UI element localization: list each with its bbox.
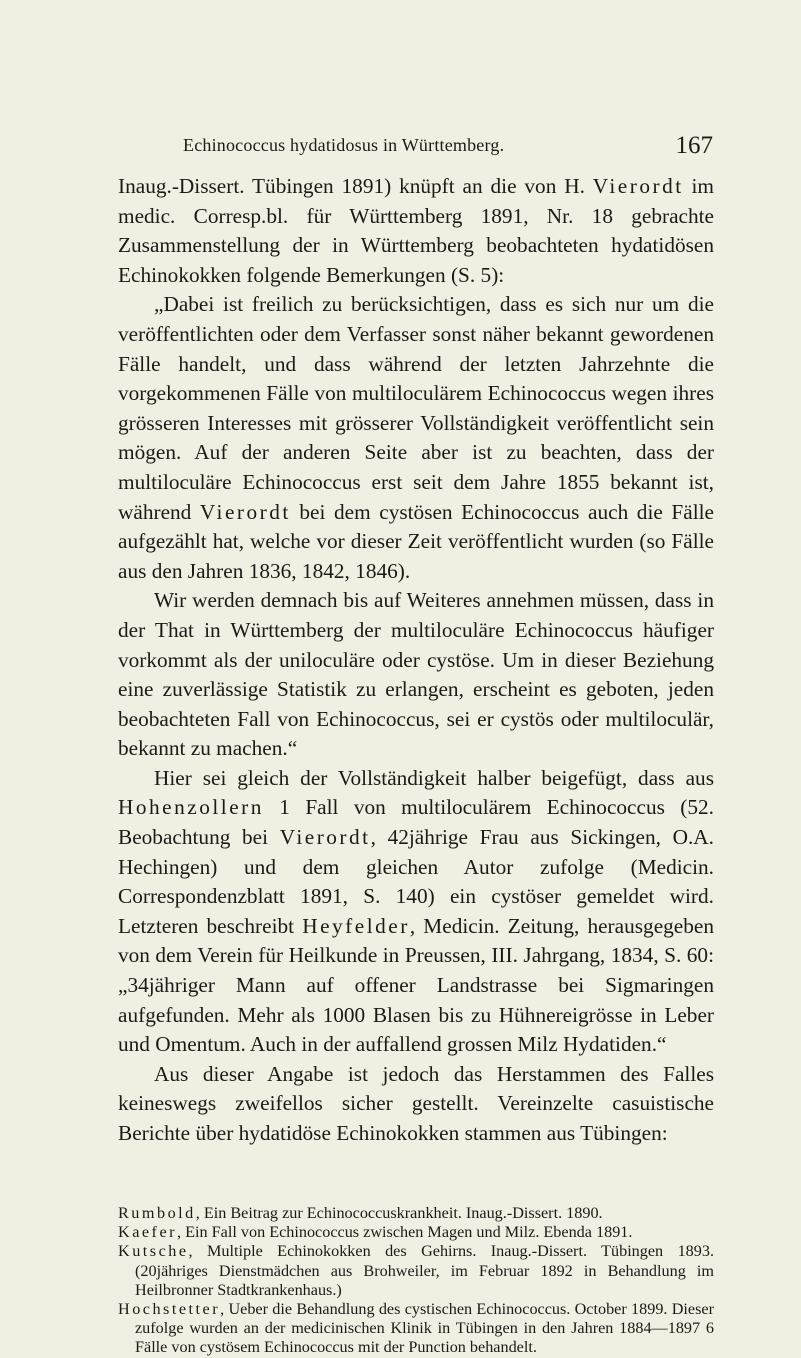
reference-author: Kutsche: [118, 1242, 189, 1261]
paragraph-3: Wir werden demnach bis auf Weiteres annehmen müssen, dass in der That in Württemberg der multiloculäre Echinococcus häufiger vorkommt als der uniloculäre oder cystöse. Um in dieser Beziehung eine zuverlässige Statistik zu erlangen, erscheint es geboten, jeden beobachteten Fall von Echinococcus, sei er cystös oder multiloculär, bekannt zu machen.“: [118, 588, 714, 761]
author-name: Vierordt: [199, 499, 291, 524]
reference-item: Kaefer, Ein Fall von Echinococcus zwischen Magen und Milz. Ebenda 1891.: [118, 1223, 633, 1242]
reference-item: Hochstetter, Ueber die Behandlung des cystischen Echinococcus. October 1899. Dieser zufolge wurden an der medicinischen Klinik in Tübingen in den Jahren 1884—1897 6 Fälle von cystösem Echinococcus mit der Punction behandelt.: [118, 1300, 714, 1357]
reference-item: Rumbold, Ein Beitrag zur Echinococcuskrankheit. Inaug.-Dissert. 1890.: [118, 1204, 603, 1222]
author-name: Heyfelder: [302, 913, 410, 938]
paragraph-5: Aus dieser Angabe ist jedoch das Herstammen des Falles keineswegs zweifellos sicher gestellt. Vereinzelte casuistische Berichte über hydatidöse Echinokokken stammen aus Tübingen:: [118, 1061, 714, 1145]
body-text: [118, 172, 714, 1149]
running-title: Echinococcus hydatidosus in Württemberg.: [183, 135, 505, 155]
reference-author: Rumbold: [118, 1204, 196, 1222]
references-list: [118, 1204, 714, 1358]
reference-author: Kaefer: [118, 1223, 178, 1242]
reference-item: Kutsche, Multiple Echinokokken des Gehirns. Inaug.-Dissert. Tübingen 1893. (20jähriges Dienstmädchen aus Brohweiler, im Februar 1892 in Behandlung im Heilbronner Stadtkrankenhaus.): [118, 1242, 714, 1299]
running-head: [183, 132, 713, 162]
reference-author: Hochstetter: [118, 1300, 221, 1319]
place-name: Hohenzollern: [118, 795, 264, 820]
author-name: Vierordt: [592, 174, 684, 198]
paragraph-4: Hier sei gleich der Vollständigkeit halber beigefügt, dass aus Hohenzollern 1 Fall von multiloculärem Echinococcus (52. Beobachtung bei Vierordt, 42jährige Frau aus Sickingen, O.A. Hechingen) und dem gleichen Autor zufolge (Medicin. Correspondenzblatt 1891, S. 140) ein cystöser gemeldet wird. Letzteren beschreibt Heyfelder, Medicin. Zeitung, herausgegeben von dem Verein für Heilkunde in Preussen, III. Jahrgang, 1834, S. 60: „34jähriger Mann auf offener Landstrasse bei Sigmaringen aufgefunden. Mehr als 1000 Blasen bis zu Hühnereigrösse in Leber und Omentum. Auch in der auffallend grossen Milz Hydatiden.“: [118, 765, 714, 1057]
paragraph-1: Inaug.-Dissert. Tübingen 1891) knüpft an die von H. Vierordt im medic. Corresp.bl. für Württemberg 1891, Nr. 18 gebrachte Zusammenstellung der in Württemberg beobachteten hydatidösen Echinokokken folgende Bemerkungen (S. 5):: [118, 174, 715, 287]
author-name: Vierordt: [279, 825, 371, 850]
page-number: 167: [675, 132, 713, 159]
paragraph-2-quote: „Dabei ist freilich zu berücksichtigen, dass es sich nur um die veröffentlichten oder dem Verfasser sonst näher bekannt gewordenen Fälle handelt, und dass während der letzten Jahrzehnte die vorgekommenen Fälle von multiloculärem Echinococcus wegen ihres grösseren Interesses mit grösserer Vollständigkeit veröffentlicht sein mögen. Auf der anderen Seite aber ist zu beachten, dass der multiloculäre Echinococcus erst seit dem Jahre 1855 bekannt ist, während Vierordt bei dem cystösen Echinococcus auch die Fälle aufgezählt hat, welche vor dieser Zeit veröffentlicht wurden (so Fälle aus den Jahren 1836, 1842, 1846).: [118, 292, 714, 583]
